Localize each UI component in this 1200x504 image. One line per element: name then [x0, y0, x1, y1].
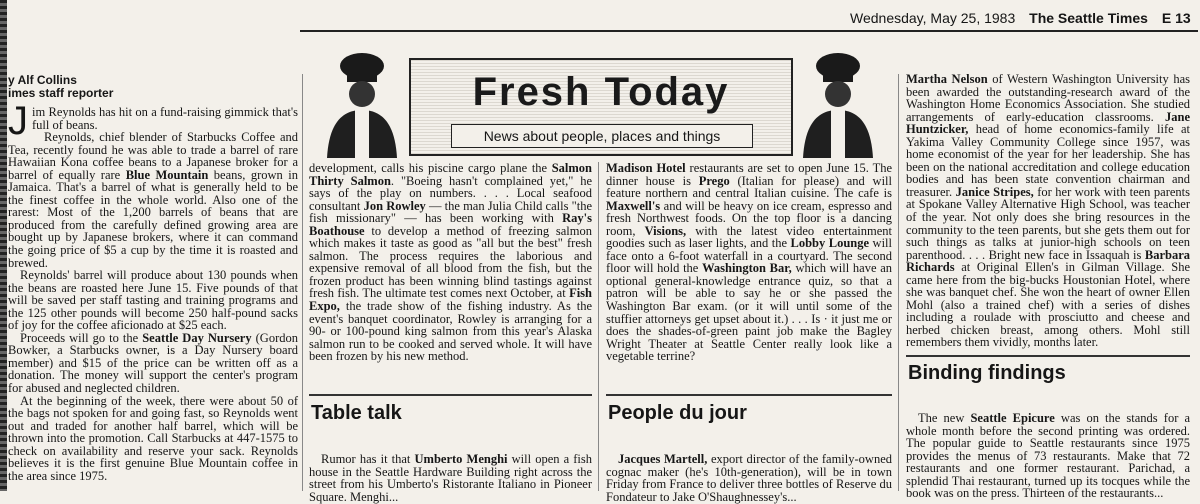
story-paragraph: At the beginning of the week, there were about 50 of the bags not spoken for and going fast, so Reynolds went out and traded for another half barrel, which will be thrown into the promotion. Call Starbucks at 447-1575 to check on availability and reserve your sack. Reynolds believes it is the first genuine Blue Mountain coffee in the area since 1975.: [8, 393, 298, 483]
story-paragraph: Proceeds will go to the Seattle Day Nursery (Gordon Bowker, a Starbucks owner, is a Day Nursery board member) and $15 of the price can be written off as a donation. The money will support the center's program for abused and neglected children.: [8, 330, 298, 396]
heading-rule: [906, 355, 1190, 357]
banner-box: [409, 58, 793, 156]
byline-role: imes staff reporter: [8, 86, 114, 100]
binding-findings-text: The new Seattle Epicure was on the stands for a whole month before the second printing was ordered. The popular guide to Seattle restaurants since 1975 provides the menus of 73 restaurants. Make that 72 restaurants and one former restaurant. Parichad, a splendid Thai restaurant, turned up its tocques while the book was on the press. Thirteen of the restaurants...: [906, 411, 1191, 501]
page-binding-edge: [0, 0, 7, 491]
banner-subtitle: News about people, places and things: [451, 124, 753, 148]
column-2-text: development, calls his piscine cargo plane the Salmon Thirty Salmon. "Boeing hasn't complained yet," he says of the play on numbers. . . . Local seafood consultant Jon Rowley — the man Julia Child calls "the fish missionary" — has been working with Ray's Boathouse to develop a method of freezing salmon which makes it taste as good as "all but the best" fresh salmon. The process requires the laborious and expensive removal of all blood from the fish, but the frozen product has been winning blind tastings against fresh fish. The ultimate test comes next October, at Fish Expo, the trade show of the fishing industry. As the event's banquet coordinator, Rowley is arranging for a 90- or 100-pound king salmon from this year's Alaska salmon run to be cooked and served whole. It will have been frozen by his new method.: [309, 161, 592, 364]
masthead-date: Wednesday, May 25, 1983: [850, 10, 1016, 26]
story-paragraph: Reynolds, chief blender of Starbucks Coffee and Tea, recently found he was able to trade a barrel of rare Hawaiian Kona coffee beans to a Japanese broker for a barrel of equally rare Blue Mountain beans, grown in Jamaica. That's a barrel of what is generally held to be the finest coffee in the whole world. Also one of the rarest: Most of the 1,200 barrels of beans that are produced from the carefully defined growing area are bought up by Japanese brokers, where it can command the going price of $5 a cup by the time it is roasted and brewed.: [8, 130, 298, 270]
table-talk-heading: Table talk: [311, 402, 402, 424]
people-du-jour-text: Jacques Martell, export director of the family-owned cognac maker (he's 10th-generation), will be in town Friday from France to deliver three bottles of Reserve du Fondateur to Jake O'Shaughnessey's...: [606, 452, 892, 504]
column-rule: [302, 74, 303, 491]
chef-illustration-right: [795, 50, 881, 158]
masthead-paper-name: The Seattle Times: [1029, 10, 1148, 26]
people-du-jour-heading: People du jour: [608, 402, 747, 424]
binding-findings-heading: Binding findings: [908, 362, 1066, 384]
lead-paragraph: Jim Reynolds has hit on a fund-raising gimmick that's full of beans.: [8, 99, 298, 143]
banner-title: Fresh Today: [472, 70, 730, 114]
table-talk-text: Rumor has it that Umberto Menghi will open a fish house in the Seattle Hardware Building right across the street from his Umberto's Ristorante Italiano in Pioneer Square. Menghi...: [309, 452, 593, 504]
lead-story-column: [8, 99, 298, 483]
byline-author: y Alf Collins: [8, 73, 77, 87]
story-paragraph: Reynolds' barrel will produce about 130 pounds when the beans are roasted here June 15. Five pounds of that will be saved per staff tasting and training programs and the 125 other pounds will become 250 half-pound sacks of joy for the coffee aficionado at $25 each.: [8, 268, 298, 333]
masthead: [850, 10, 1198, 26]
column-3-text: Madison Hotel restaurants are set to open June 15. The dinner house is Prego (Italian for please) and will feature northern and central Italian cuisine. The cafe is Maxwell's and will be heavy on ice cream, espresso and fresh Northwest foods. On the top floor is a dancing room, Visions, with the latest video entertainment goodies such as laser lights, and the Lobby Lounge will face onto a 6-foot waterfall in a courtyard. The second floor will hold the Washington Bar, which will have an optional general-knowledge entrance quiz, so that a patron will be able to say he or she passed the Washington Bar exam. (or it will until some of the stuffier attorneys get upset about it.) . . . Is · it just me or does the shades-of-green paint job make the Bagley Wright Theater at Seattle Center really look like a vegetable terrine?: [606, 161, 892, 364]
column-4-text: Martha Nelson of Western Washington University has been awarded the outstanding-research award of the Washington Home Economics Association. She studied arrangements of early-education classrooms. Jane Huntzicker, head of home economics-family life at Yakima Valley Community College since 1957, was home economist of the year for her leadership. She has been on the national accreditation and college education bodies and has been state convention chairman and treasurer. Janice Stripes, for her work with teen parents at Spokane Valley Alternative High School, was teacher of the year. Not only does she bring resources in the community to the teen parents, but she gets them out for such things as talks at junior-high schools on teen parenthood. . . . Bright new face in Issaquah is Barbara Richards at Original Ellen's in Gilman Village. She came here from the big-bucks Houstonian Hotel, where she was banquet chef. She won the heart of owner Ellen Mohl (also a trained chef) with a series of dishes including a roulade with prosciutto and cheese and herbed chicken breast, among others. Mohl still remembers them vividly, months later.: [906, 72, 1190, 350]
byline: [8, 74, 298, 100]
fresh-today-banner: [305, 50, 891, 158]
drop-cap: J: [8, 99, 28, 143]
masthead-rule: [300, 30, 1198, 32]
heading-rule: [606, 394, 892, 396]
column-rule: [898, 74, 899, 491]
column-rule: [598, 162, 599, 491]
chef-illustration-left: [319, 50, 405, 158]
heading-rule: [309, 394, 592, 396]
masthead-page-number: E 13: [1161, 10, 1191, 26]
